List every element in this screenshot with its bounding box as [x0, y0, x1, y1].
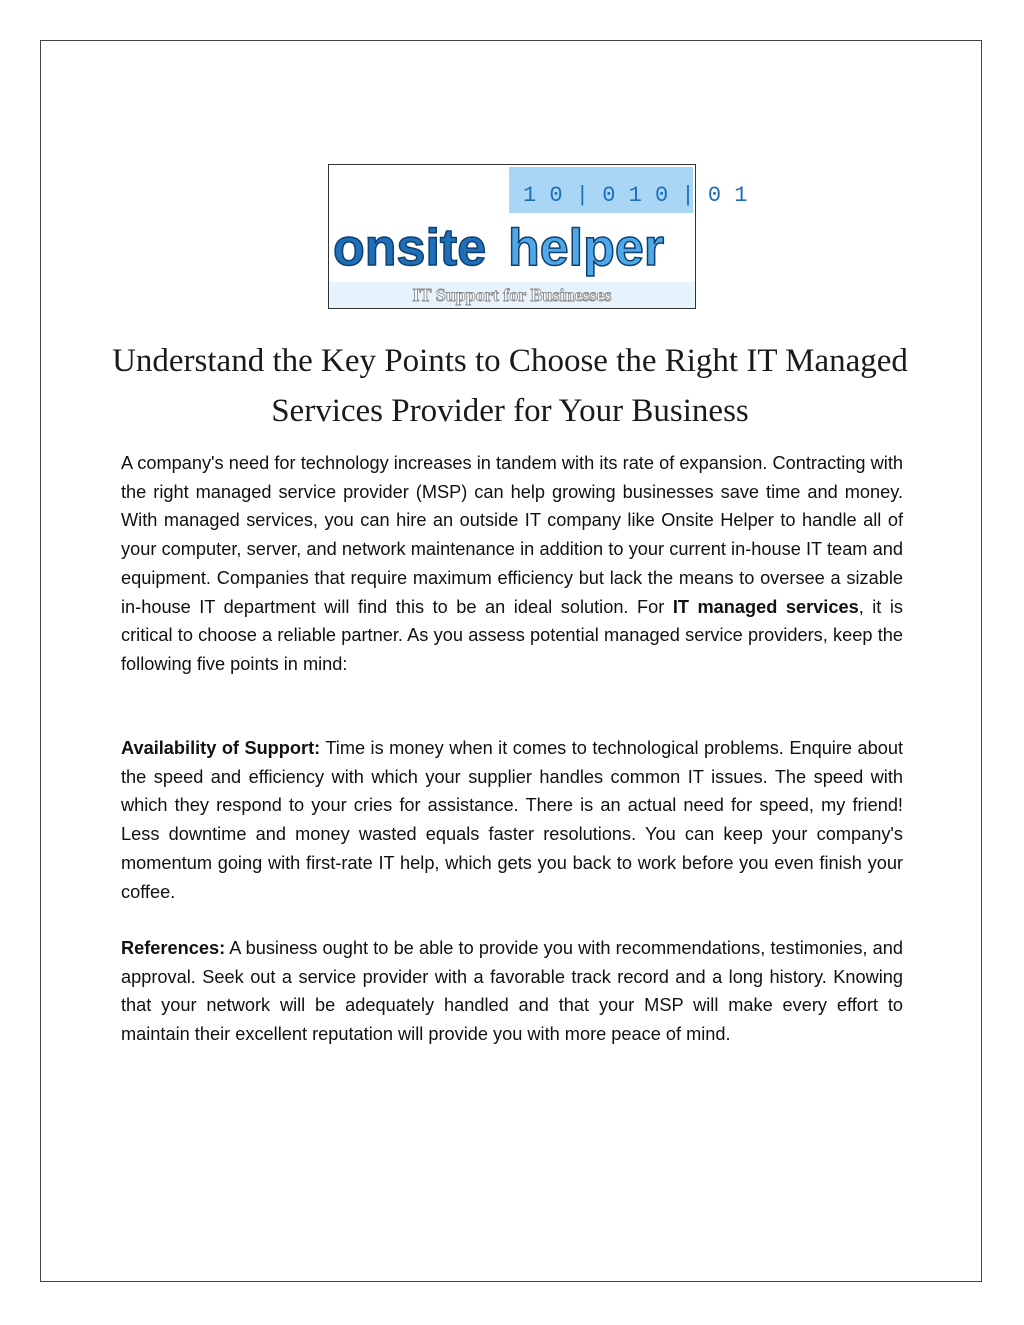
page-title: Understand the Key Points to Choose the Right IT Managed Services Provider for Your Business — [112, 343, 908, 429]
intro-text-before: A company's need for technology increases in tandem with its rate of expansion. Contracting with the right managed service provider (MSP) can help growing businesses save time and money. With managed services, you can hire an outside IT company like Onsite Helper to handle all of your computer, server, and network maintenance in addition to your current in-house IT team and equipment. Companies that require maximum efficiency but lack the means to oversee a sizable in-house IT department will find this to be an ideal solution. For — [121, 453, 903, 617]
section-availability-paragraph — [121, 734, 903, 906]
onsitehelper-logo-image — [329, 165, 748, 308]
section-availability-heading: Availability of Support: — [121, 738, 321, 758]
section-availability-text: Time is money when it comes to technological problems. Enquire about the speed and efficiency with which your supplier handles common IT issues. The speed with which they respond to your cries for assistance. There is an actual need for speed, my friend! Less downtime and money wasted equals faster resolutions. You can keep your company's momentum going with first-rate IT help, which gets you back to work before you even finish your coffee. — [121, 738, 903, 902]
section-references-text: A business ought to be able to provide you with recommendations, testimonies, and approval. Seek out a service provider with a favorable track record and a long history. Knowing that your network will be adequately handled and that your MSP will make every effort to maintain their excellent reputation will provide you with more peace of mind. — [121, 938, 903, 1045]
section-references-paragraph — [121, 934, 903, 1049]
company-logo — [328, 164, 748, 309]
logo-name-part1: onsite — [333, 219, 487, 277]
intro-paragraph — [121, 449, 903, 679]
logo-name-part2: helper — [508, 219, 665, 277]
intro-text-after: , it is critical to choose a reliable partner. As you assess potential managed service providers, keep the following five points in mind: — [121, 596, 904, 674]
logo-tagline: IT Support for Businesses — [412, 285, 612, 305]
logo-binary-text: 1 0 | 0 1 0 | 0 1 — [523, 183, 748, 208]
intro-bold-keyword: IT managed services — [672, 596, 859, 617]
section-references-heading: References: — [121, 938, 226, 958]
